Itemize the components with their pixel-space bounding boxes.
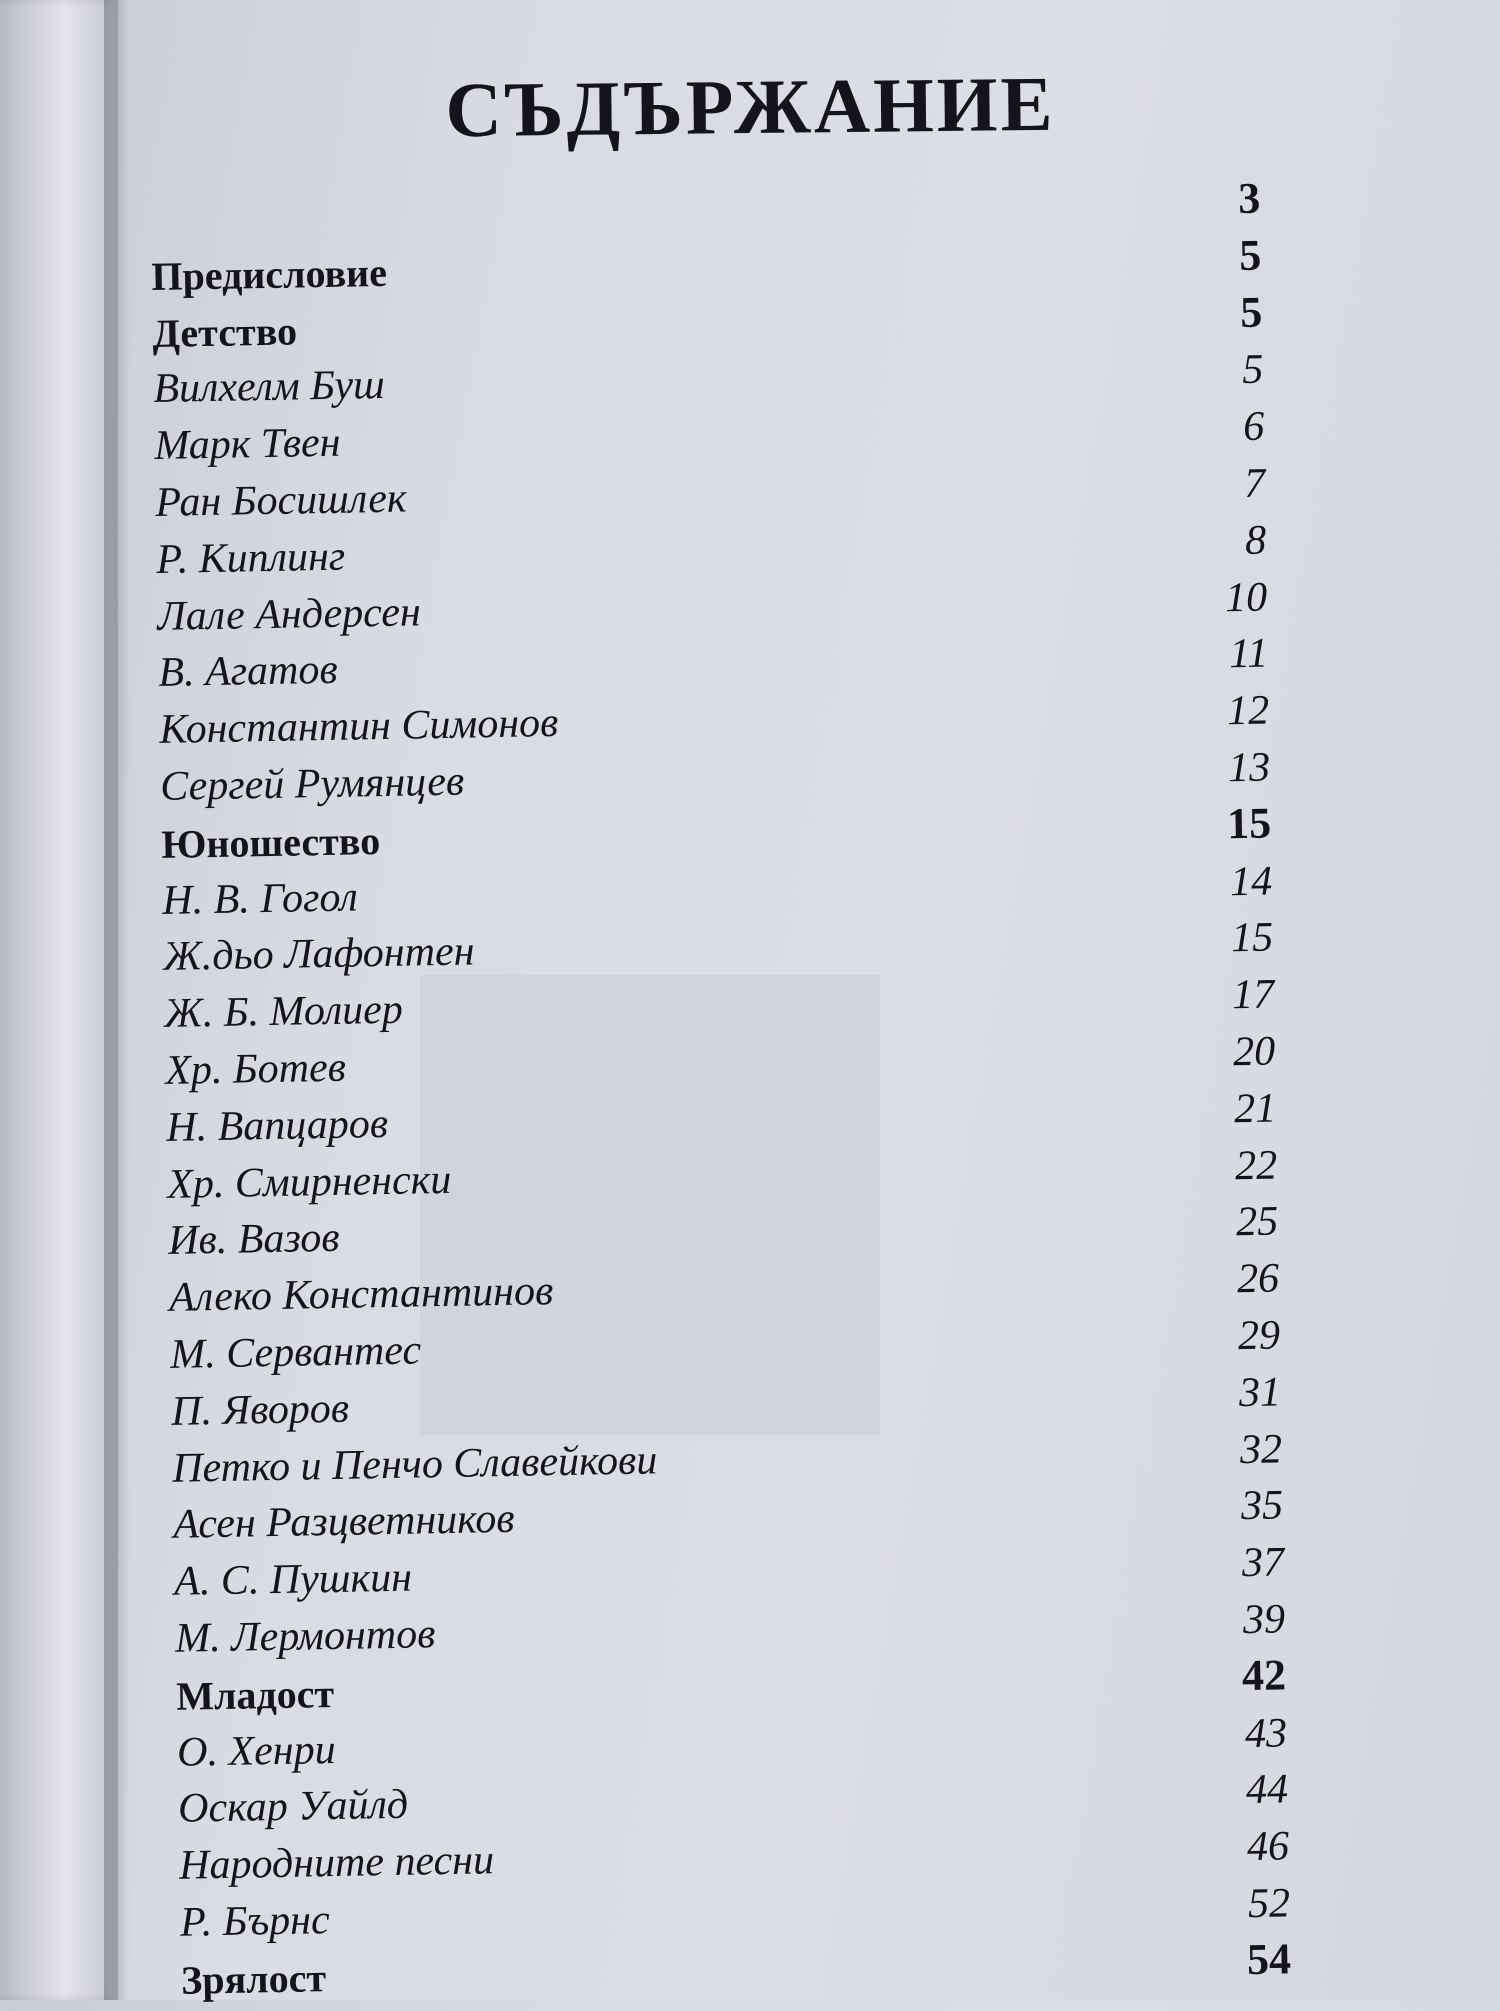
toc-entry-label: Ран Босишлек — [154, 475, 407, 526]
toc-entry-label: Оскар Уайлд — [177, 1782, 409, 1833]
toc-entry-label: Н. Вапцаров — [165, 1100, 389, 1151]
toc-entry-label: Сергей Румянцев — [159, 758, 465, 810]
toc-entry-page: 7 — [1243, 460, 1266, 507]
toc-entry-label: Юношество — [160, 817, 381, 867]
toc-entry-label: О. Хенри — [176, 1726, 337, 1776]
toc-entry-label: Младост — [175, 1670, 335, 1719]
toc-entry-label: Хр. Ботев — [164, 1044, 347, 1094]
toc-entry-label: Предисловие — [151, 249, 388, 299]
toc-entry-page: 42 — [1241, 1650, 1287, 1700]
toc-entry-label: Вилхелм Буш — [152, 362, 386, 413]
toc-entry-label: Лале Андерсен — [156, 588, 422, 640]
toc-entry-label: В. Агатов — [157, 647, 338, 697]
toc-entry-page: 25 — [1235, 1198, 1279, 1246]
toc-entry-page: 54 — [1246, 1934, 1292, 1984]
left-facing-page — [0, 0, 118, 2000]
toc-entry-label: Алеко Константинов — [168, 1268, 554, 1321]
toc-entry-page: 15 — [1226, 798, 1272, 849]
toc-row-lead-page: 3 — [1237, 173, 1261, 224]
toc-entry-page: 12 — [1226, 687, 1270, 735]
toc-entry-page: 52 — [1247, 1880, 1291, 1928]
toc-entry-page: 35 — [1240, 1482, 1284, 1530]
toc-entry-label: Ив. Вазов — [167, 1215, 340, 1265]
toc-entry-page: 13 — [1227, 744, 1271, 792]
toc-entry-label: Н. В. Гогол — [161, 874, 359, 924]
toc-entry-page: 15 — [1230, 914, 1274, 962]
toc-entry-page: 5 — [1238, 230, 1262, 280]
toc-entry-label: П. Яворов — [170, 1385, 350, 1435]
toc-entry-label: Народните песни — [178, 1837, 495, 1889]
toc-entry-label: Константин Симонов — [158, 700, 559, 754]
toc-entry-label: Ж. Б. Молиер — [163, 986, 404, 1038]
toc-entry-page: 21 — [1233, 1085, 1277, 1132]
toc-entry-page: 39 — [1242, 1596, 1286, 1644]
toc-entry-page: 20 — [1232, 1028, 1276, 1076]
table-of-contents — [150, 173, 1292, 2011]
toc-entry-label: Марк Твен — [153, 419, 341, 470]
toc-entry-page: 6 — [1242, 403, 1265, 451]
toc-entry-page: 14 — [1229, 858, 1273, 905]
toc-entry-page: 8 — [1244, 517, 1267, 564]
toc-entry-page: 10 — [1224, 574, 1268, 621]
toc-entry-label: Р. Бърнс — [179, 1897, 331, 1946]
toc-entry-page: 46 — [1246, 1823, 1290, 1871]
toc-entry-page: 29 — [1237, 1312, 1281, 1360]
toc-entry-page: 17 — [1231, 971, 1275, 1019]
toc-entry-label: Хр. Смирненски — [166, 1156, 452, 1208]
toc-entry-label: Р. Киплинг — [155, 533, 346, 583]
toc-entry-label: А. С. Пушкин — [173, 1554, 413, 1605]
toc-entry-label: Зрялост — [180, 1954, 327, 2003]
toc-entry-label: М. Лермонтов — [174, 1611, 436, 1662]
toc-entry-page: 22 — [1234, 1142, 1278, 1189]
toc-entry-label: Асен Разцветников — [172, 1496, 515, 1549]
toc-entry-label: Детство — [152, 308, 298, 356]
toc-entry-page: 32 — [1239, 1425, 1283, 1473]
toc-entry-label: М. Сервантес — [169, 1327, 422, 1378]
toc-entry-page: 5 — [1241, 346, 1264, 394]
book-gutter-shadow — [104, 0, 130, 2000]
toc-entry-page: 43 — [1244, 1709, 1288, 1757]
toc-entry-page: 31 — [1238, 1369, 1282, 1416]
toc-entry-label: Ж.дьо Лафонтен — [162, 928, 475, 981]
toc-entry-page: 11 — [1228, 630, 1269, 678]
toc-entry-page: 26 — [1236, 1255, 1280, 1303]
page-title: СЪДЪРЖАНИЕ — [444, 60, 1056, 154]
toc-entry-page: 5 — [1239, 287, 1263, 337]
toc-entry-label: Петко и Пенчо Славейкови — [171, 1436, 658, 1492]
toc-entry-page: 44 — [1245, 1766, 1289, 1814]
toc-entry-page: 37 — [1241, 1539, 1285, 1587]
